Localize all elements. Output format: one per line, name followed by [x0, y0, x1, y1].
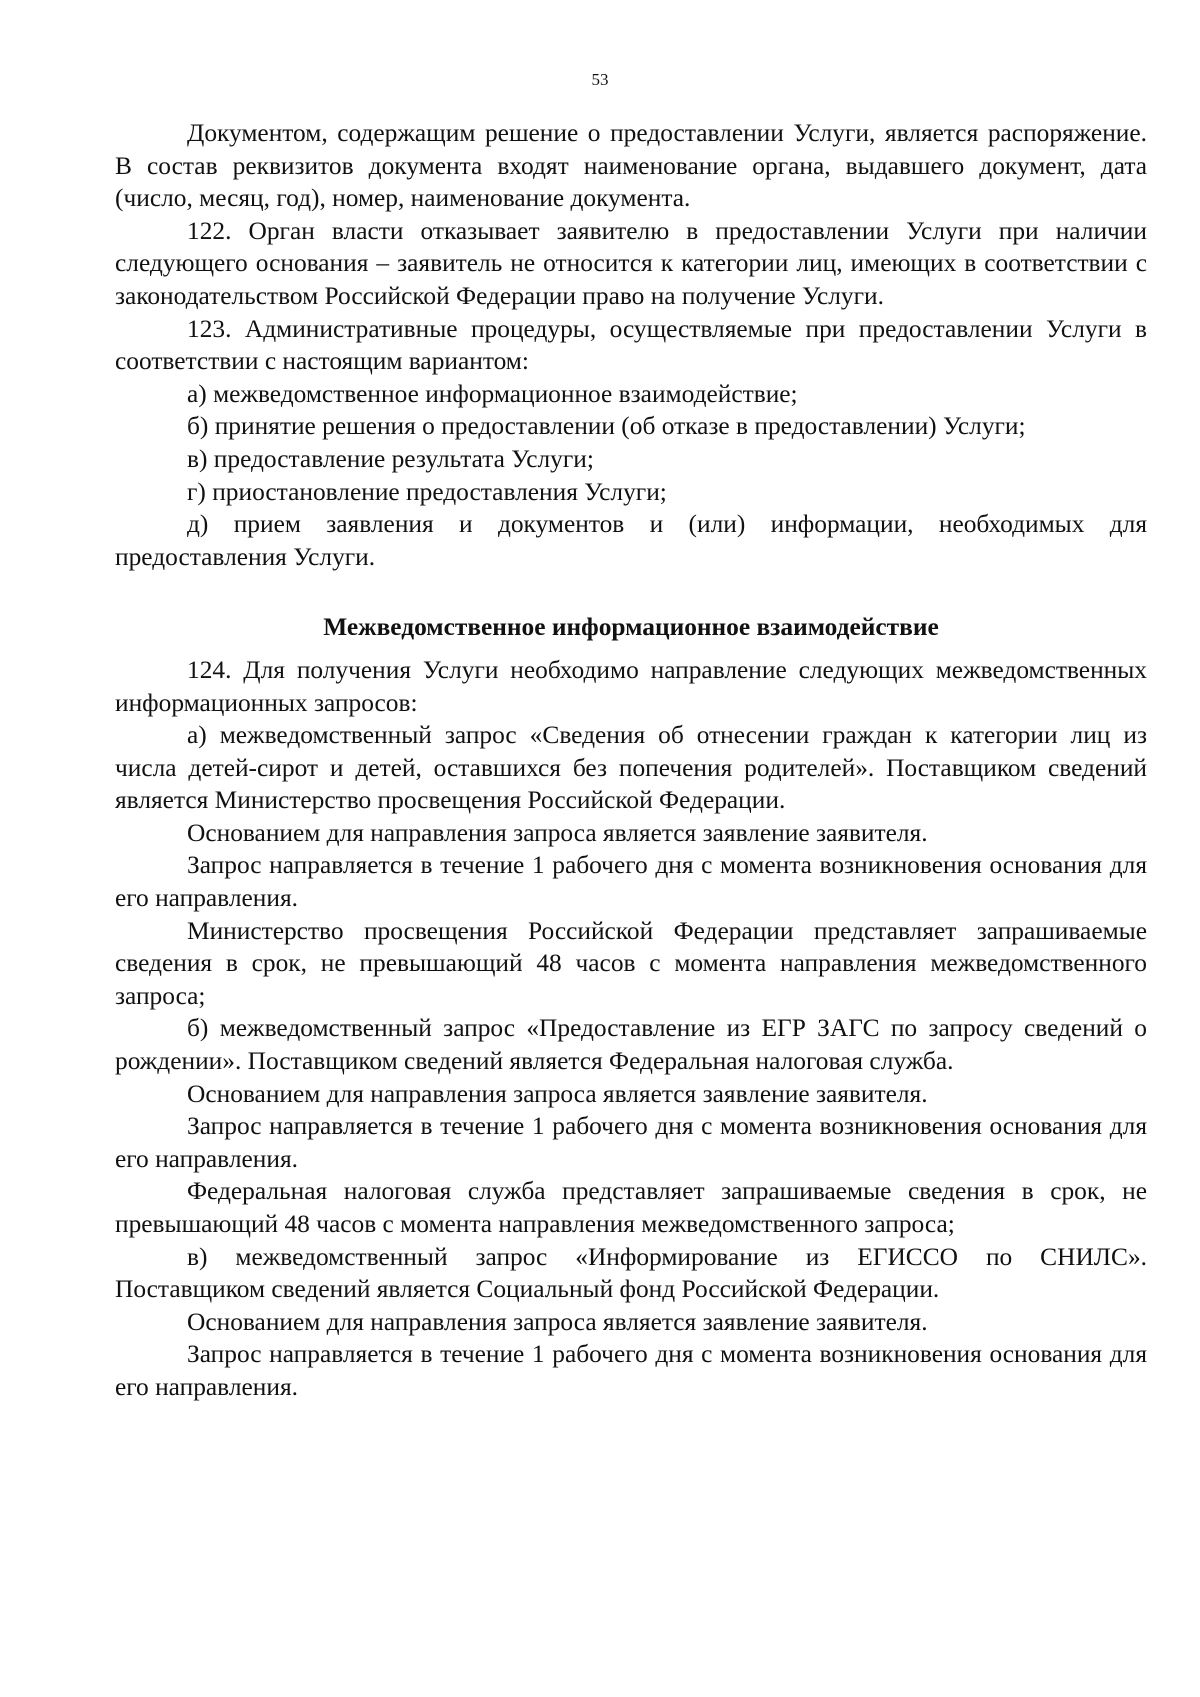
document-body — [115, 117, 1147, 1404]
paragraph-122: 122. Орган власти отказывает заявителю в предоставлении Услуги при наличии следующего основания – заявитель не относится к категории лиц, имеющих в соответствии с законодательством Российской Федерации право на получение Услуги. — [115, 216, 1147, 310]
request-a: а) межведомственный запрос «Сведения об отнесении граждан к категории лиц из числа детей-сирот и детей, оставшихся без попечения родителей». Поставщиком сведений является Министерство просвещения Российской Федерации. — [115, 721, 1147, 815]
list-item-a: а) межведомственное информационное взаимодействие; — [187, 379, 798, 408]
page-number: 53 — [591, 70, 609, 89]
list-item-b: б) принятие решения о предоставлении (об отказе в предоставлении) Услуги; — [187, 412, 1026, 441]
request-v-basis: Основанием для направления запроса является заявление заявителя. — [187, 1307, 928, 1336]
list-item-g: г) приостановление предоставления Услуги; — [187, 477, 667, 506]
request-b-basis: Основанием для направления запроса является заявление заявителя. — [187, 1079, 928, 1108]
request-a-basis: Основанием для направления запроса является заявление заявителя. — [187, 818, 928, 847]
request-b-timing: Запрос направляется в течение 1 рабочего дня с момента возникновения основания для его направления. — [115, 1112, 1147, 1173]
paragraph-decision-document: Документом, содержащим решение о предоставлении Услуги, является распоряжение. В состав реквизитов документа входят наименование органа, выдавшего документ, дата (число, месяц, год), номер, наименование документа. — [115, 119, 1147, 213]
request-a-response: Министерство просвещения Российской Федерации представляет запрашиваемые сведения в срок, не превышающий 48 часов с момента направления межведомственного запроса; — [115, 916, 1147, 1010]
section-title: Межведомственное информационное взаимодействие — [323, 613, 939, 642]
paragraph-123: 123. Административные процедуры, осуществляемые при предоставлении Услуги в соответствии с настоящим вариантом: — [115, 314, 1147, 376]
request-a-timing: Запрос направляется в течение 1 рабочего дня с момента возникновения основания для его направления. — [115, 851, 1147, 913]
request-v: в) межведомственный запрос «Информирование из ЕГИССО по СНИЛС». Поставщиком сведений является Социальный фонд Российской Федерации. — [115, 1242, 1147, 1304]
request-b: б) межведомственный запрос «Предоставление из ЕГР ЗАГС по запросу сведений о рождении». Поставщиком сведений является Федеральная налоговая служба. — [115, 1014, 1147, 1076]
list-item-v: в) предоставление результата Услуги; — [187, 444, 594, 473]
paragraph-124: 124. Для получения Услуги необходимо направление следующих межведомственных информационных запросов: — [115, 655, 1147, 717]
request-b-response: Федеральная налоговая служба представляет запрашиваемые сведения в срок, не превышающий 48 часов с момента направления межведомственного запроса; — [115, 1177, 1147, 1238]
list-item-d: д) прием заявления и документов и (или) информации, необходимых для предоставления Услуги. — [115, 510, 1147, 571]
request-v-timing: Запрос направляется в течение 1 рабочего дня с момента возникновения основания для его направления. — [115, 1340, 1147, 1401]
